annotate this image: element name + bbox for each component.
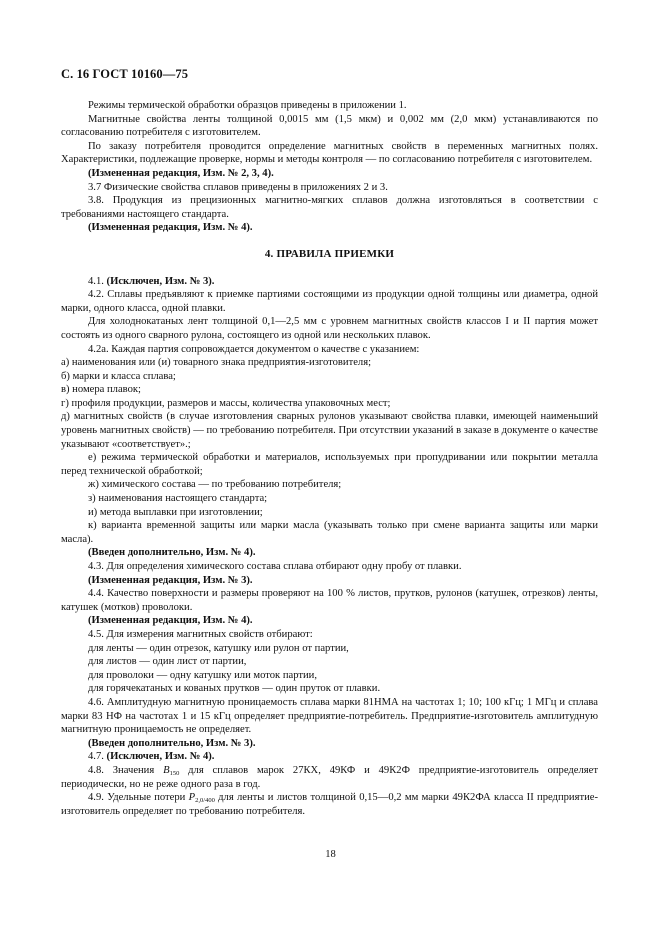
paragraph-4-9-start: 4.9. Удельные потери [88,792,189,804]
paragraph-4-8-end: для сплавов марок 27КХ, 49КФ и 49К2Ф предприятие-изготовитель определяет периодически, но не реже одного раза в год. [61,764,598,790]
paragraph-4-1 [61,275,598,289]
amendment-note: (Измененная редакция, Изм. № 3). [88,574,253,586]
paragraph: 3.8. Продукция из прецизионных магнитно-мягких сплавов должна изготовляться в соответствии с требованиями настоящего стандарта. [61,195,598,220]
amendment-note: (Измененная редакция, Изм. № 4). [88,222,253,234]
paragraph: 4.3. Для определения химического состава сплава отбирают одну пробу от плавки. [88,561,462,572]
paragraph: Для холоднокатаных лент толщиной 0,1—2,5 мм с уровнем магнитных свойств классов I и II партия может состоять из одного сварного рулона, состоящего из одной или нескольких плавок. [61,316,598,341]
paragraph: ж) химического состава — по требованию потребителя; [88,479,342,491]
paragraph: 4.2а. Каждая партия сопровождается документом о качестве с указанием: [88,343,420,355]
symbol-p-subscript: 2,0/400 [195,797,215,805]
paragraph: 4.6. Амплитудную магнитную проницаемость сплава марки 81НМА на частотах 1; 10; 100 кГц; 1 МГц и сплава марки 83 НФ на частотах 1 и 15 кГц определяет предприятие-потребитель. Предприятие-изготовитель амплитудную магнитную проницаемость не определяет. [61,696,598,736]
paragraph: для ленты — один отрезок, катушку или рулон от партии, [88,642,349,654]
paragraph: з) наименования настоящего стандарта; [88,493,268,505]
paragraph: а) наименования или (и) товарного знака предприятия-изготовителя; [61,357,372,369]
symbol-b-subscript: 150 [169,769,180,777]
section-title: 4. ПРАВИЛА ПРИЕМКИ [264,247,395,260]
paragraph-4-8 [61,764,598,791]
page-header: С. 16 ГОСТ 10160—75 [61,67,189,81]
paragraph: е) режима термической обработки и материалов, используемых при пропудривании или покрытии металла перед технической обработкой; [61,452,598,477]
paragraph: для горячекатаных и кованых прутков — один пруток от плавки. [88,683,381,695]
document-body [61,99,598,818]
paragraph: д) магнитных свойств (в случае изготовления сварных рулонов указывают свойства плавки, имеющей наименьший уровень магнитных свойств) — по требованию потребителя. При отсутствии указаний в заказе в документе о качестве указывают «соответствует».; [61,411,598,450]
paragraph: 3.7 Физические свойства сплавов приведены в приложениях 2 и 3. [88,181,388,193]
paragraph-4-9 [61,791,598,818]
amendment-note: (Введен дополнительно, Изм. № 3). [88,737,256,749]
paragraph: для проволоки — одну катушку или моток партии, [88,669,317,681]
paragraph: б) марки и класса сплава; [61,370,176,382]
paragraph: 4.5. Для измерения магнитных свойств отбирают: [88,628,313,640]
paragraph-4-7-number: 4.7. [88,751,104,763]
symbol-b: B [163,764,170,776]
paragraph: в) номера плавок; [61,384,141,396]
paragraph: 4.4. Качество поверхности и размеры проверяют на 100 % листов, прутков, рулонов (катушек, отрезков) ленты, катушек (мотков) проволоки. [61,588,598,613]
symbol-p: P [188,792,196,804]
paragraph-4-9-end: для ленты и листов толщиной 0,15—0,2 мм марки 49К2ФА класса II предприятие-изготовитель определяет по требованию потребителя. [61,792,598,817]
paragraph: Режимы термической обработки образцов приведены в приложении 1. [88,100,407,111]
paragraph: г) профиля продукции, размеров и массы, количества упаковочных мест; [61,397,391,409]
amendment-note: (Измененная редакция, Изм. № 4). [88,615,253,627]
paragraph: Магнитные свойства ленты толщиной 0,0015 мм (1,5 мкм) и 0,002 мм (2,0 мкм) устанавливаются по согласованию потребителя с изготовителем. [61,113,598,139]
amendment-note: (Измененная редакция, Изм. № 2, 3, 4). [88,167,274,179]
paragraph: и) метода выплавки при изготовлении; [88,506,263,518]
paragraph: По заказу потребителя проводится определение магнитных свойств в переменных магнитных полях. Характеристики, подлежащие проверке, нормы и методы контроля — по согласованию потребителя с изготовителем. [61,140,598,166]
paragraph: 4.2. Сплавы предъявляют к приемке партиями состоящими из продукции одной толщины или диаметра, одной марки, одного класса, одной плавки. [61,289,598,314]
section-3-continuation [61,99,598,235]
section-4-paragraphs [61,288,598,750]
paragraph-4-7-note: (Исключен, Изм. № 4). [106,751,215,763]
paragraph: для листов — один лист от партии, [88,656,247,668]
paragraph-4-7 [61,750,598,764]
page-number: 18 [325,849,336,860]
paragraph-4-1-note: (Исключен, Изм. № 3). [106,275,215,287]
paragraph: к) варианта временной защиты или марки масла (указывать только при смене варианта защиты или марки масла). [61,520,598,545]
amendment-note: (Введен дополнительно, Изм. № 4). [88,547,256,559]
paragraph-4-8-start: 4.8. Значения [88,764,164,776]
paragraph-4-1-number: 4.1. [88,275,104,287]
